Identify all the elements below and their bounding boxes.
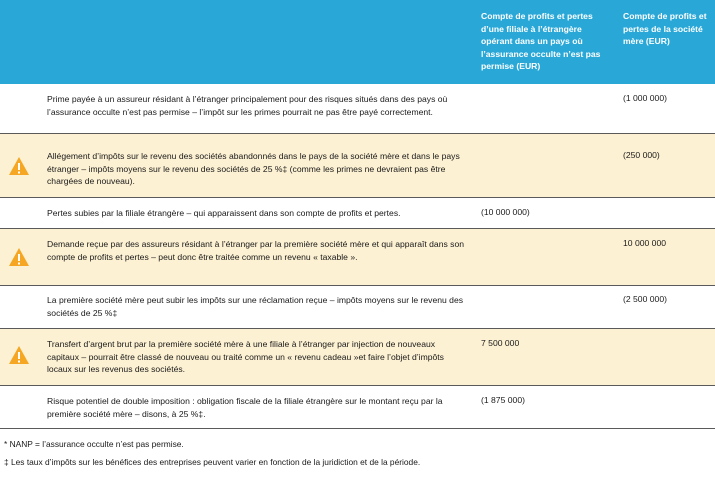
table-row <box>0 84 715 134</box>
header-subsidiary-column: Compte de profits et pertes d’une filiale à l’étrangère opérant dans un pays où l’assurance occulte n’est pas permise (EUR) <box>481 11 601 71</box>
row-parent-value: 10 000 000 <box>623 238 667 248</box>
table-row <box>0 134 715 198</box>
row-subsidiary-value: (10 000 000) <box>481 207 530 217</box>
footnote-tax-rates: ‡ Les taux d’impôts sur les bénéfices des entreprises peuvent varier en fonction de la juridiction et de la période. <box>4 457 421 467</box>
warning-icon <box>8 247 30 267</box>
warning-icon <box>8 345 30 365</box>
table-row <box>0 386 715 429</box>
row-parent-value: (2 500 000) <box>623 294 667 304</box>
row-description: Demande reçue par des assureurs résidant à l’étranger par la première société mère et qui apparaît dans son compte de profits et pertes – peut donc être traitée comme un revenu « taxable ». <box>47 239 465 262</box>
table-row <box>0 286 715 329</box>
row-description: Risque potentiel de double imposition : obligation fiscale de la filiale étrangère sur le montant reçu par la première société mère – disons, à 25 %‡. <box>47 396 443 419</box>
row-description: Allégement d’impôts sur le revenu des sociétés abandonnés dans le pays de la société mère et dans le pays étranger – impôts moyens sur le revenu des sociétés de 25 %‡ (comme les primes ne devraient pas être chargées de nouveau). <box>47 151 460 187</box>
row-subsidiary-value: (1 875 000) <box>481 395 525 405</box>
table-row <box>0 229 715 286</box>
row-subsidiary-value: 7 500 000 <box>481 338 520 348</box>
row-description: La première société mère peut subir les impôts sur une réclamation reçue – impôts moyens sur le revenu des sociétés de 25 %‡ <box>47 295 464 318</box>
row-parent-value: (1 000 000) <box>623 93 667 103</box>
row-parent-value: (250 000) <box>623 150 660 160</box>
table-row <box>0 198 715 229</box>
row-description: Pertes subies par la filiale étrangère – qui apparaissent dans son compte de profits et pertes. <box>47 208 401 218</box>
row-description: Transfert d’argent brut par la première société mère à une filiale à l’étranger par injection de nouveaux capitaux – pourrait être classé de nouveau ou traité comme un « revenu cadeau »et faire l’objet d’impôts locaux sur les revenus des sociétés. <box>47 339 444 375</box>
row-description: Prime payée à un assureur résidant à l’étranger principalement pour des risques situés dans des pays où l’assurance occulte n’est pas permise – l’impôt sur les primes pourrait ne pas être payé correctement. <box>47 94 448 117</box>
table-header <box>0 0 715 84</box>
table-row <box>0 329 715 386</box>
header-parent-column: Compte de profits et pertes de la société mère (EUR) <box>623 11 707 46</box>
footnote-nanp: * NANP = l’assurance occulte n’est pas permise. <box>4 439 184 449</box>
warning-icon <box>8 156 30 176</box>
